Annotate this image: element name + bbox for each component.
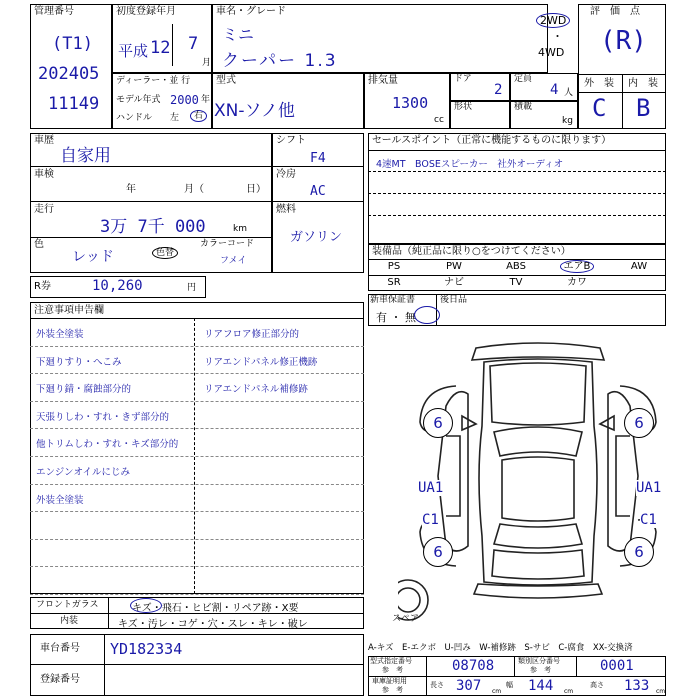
note-left-item: 外装全塗装 [36,329,84,340]
handle-left: 左 [170,113,180,123]
width-unit: cm [564,688,574,695]
drive-2wd: 2WD [536,14,570,27]
doors-value: 2 [494,82,503,98]
handle-label: ハンドル [116,113,153,123]
length-value: 307 [456,678,482,694]
note-left-item: 外装全塗装 [36,494,84,506]
equip-tv: TV [509,277,523,288]
exterior-label: 外 装 [584,78,614,89]
model-year-label: モデル年式 [116,95,161,105]
shape-label: 形状 [454,102,473,112]
r-ken-unit: 円 [187,283,197,293]
equipment-label: 装備品（純正品に限り○をつけてください） [372,246,571,257]
equip-aw: AW [630,261,648,272]
equip-pw: PW [446,261,462,272]
color-change: 色替 [152,248,178,259]
history-label: 車歴 [34,135,54,146]
capacity-unit: 人 [564,88,574,98]
color-code-label: カラーコード [200,239,255,249]
height-unit: cm [656,688,666,695]
car-name-line1: ミニ [222,25,255,44]
note-right-item: リアエンドパネル修正機跡 [204,356,318,368]
interior-cond-label: 内装 [60,616,79,626]
mgmt-code1: (T1) [52,34,93,54]
class-no-label1: 類別区分番号 [518,657,560,665]
equip-sr: SR [387,277,401,288]
dealer-label: ディーラー・並 行 [116,76,191,86]
height-value: 133 [624,678,650,694]
notes-rule [30,539,364,540]
load-unit: kg [562,116,573,126]
drive-4wd: 4WD [538,46,565,59]
length-unit: cm [492,688,502,695]
note-left-item: エンジンオイルにじみ [36,467,131,478]
capacity-value: 4 [550,82,559,98]
interior-grade: B [636,94,651,122]
car-name-line2: クーパー 1.3 [222,51,338,71]
notes-rule [30,456,364,457]
registration-label: 登録番号 [40,674,80,685]
mark-left-c1: C1 [422,512,439,528]
fuel-value: ガソリン [290,230,343,245]
first-reg-era: 平成 [118,42,149,60]
model-label: 型式 [216,75,236,86]
mgmt-code3: 11149 [48,94,100,114]
mark-rear-left: 6 [423,537,453,567]
class-no-value: 0001 [600,658,634,674]
shaken-day: 日） [246,184,266,195]
notes-rule [30,373,364,374]
type-no-label2: 参 考 [382,666,403,674]
handle-right: 右 [190,111,207,122]
car-name-label: 車名・グレード [216,6,286,17]
mileage-unit: km [233,224,247,234]
spare-label: スペア [392,614,420,624]
damage-legend: A-キズ E-エクボ U-凹み W-補修跡 S-サビ C-腐食 XX-交換済 [368,643,633,653]
mark-front-left: 6 [423,408,453,438]
class-no-label2: 参 考 [530,666,551,674]
mark-left-ua1: UA1 [418,480,444,496]
chassis-label: 車台番号 [40,643,80,654]
shift-label: シフト [276,135,306,146]
equip-abs: ABS [506,261,526,272]
mgmt-label: 管理番号 [34,6,74,17]
notes-rule [30,566,364,567]
color-code: フメイ [220,256,247,266]
ac-value: AC [310,184,326,199]
displacement-unit: cc [434,115,444,125]
model-value: XN-ソノ他 [214,101,295,121]
exterior-grade: C [592,94,607,122]
first-reg-month: 7 [188,34,199,54]
interior-label: 内 装 [628,78,658,89]
model-year-unit: 年 [201,95,211,105]
notes-rule [30,511,364,512]
width-label: 幅 [506,681,513,689]
capacity-label: 定員 [514,74,533,84]
warranty-value: 有 ・ 無 [376,311,416,324]
load-label: 積載 [514,102,533,112]
ac-label: 冷房 [276,169,296,180]
type-no-value: 08708 [452,658,495,674]
first-reg-label: 初度登録年月 [116,6,176,17]
model-year: 2000 [170,93,199,107]
width-value: 144 [528,678,554,694]
first-reg-month-unit: 月 [202,58,212,68]
shaken-month: 月（ [184,184,204,195]
grade-label: 評 価 点 [590,6,640,17]
warranty-circle [414,306,440,324]
mark-front-right: 6 [624,408,654,438]
history-value: 自家用 [60,146,111,166]
sales-label: セールスポイント（正常に機能するものに限ります） [372,135,612,146]
notes-rule [30,401,364,402]
note-left-item: 下廻りすり・へこみ [36,356,122,368]
equip-leather: カワ [567,277,587,288]
notes-label: 注意事項申告欄 [34,305,104,316]
equip-airbag: エアB [548,260,606,274]
displacement-value: 1300 [392,94,429,112]
glass-label: フロントガラス [36,600,99,610]
type-no-label1: 型式指定番号 [370,657,412,665]
cert-label1: 車庫証明用 [372,677,407,685]
height-label: 高さ [590,681,604,689]
r-ken-label: R券 [34,281,51,292]
shaken-year: 年 [126,184,136,195]
length-label: 長さ [430,681,444,689]
fuel-label: 燃料 [276,204,296,215]
mileage-value: 3万 7千 000 [100,217,206,237]
interior-value: キズ・汚レ・コゲ・穴・スレ・キレ・破レ [118,619,308,630]
r-ken-value: 10,260 [92,278,143,294]
color-value: レッド [72,249,114,265]
notes-rule [30,346,364,347]
mark-rear-right: 6 [624,537,654,567]
note-right-item: リアエンドパネル補修跡 [204,384,308,396]
cert-label2: 参 考 [382,686,403,694]
notes-rule [30,428,364,429]
mgmt-code2: 202405 [38,64,100,84]
mark-right-c1: C1 [640,512,657,528]
grade-value: (R) [600,26,647,56]
equip-navi: ナビ [444,277,464,288]
sales-line1: 4速MT BOSEスピーカー 社外オーディオ [376,159,564,170]
chassis-value: YD182334 [110,640,183,658]
shaken-label: 車検 [34,169,54,180]
mileage-label: 走行 [34,204,54,215]
warranty-label: 新車保証書 [370,295,416,305]
note-left-item: 下廻り錆・腐蝕部分的 [36,384,132,396]
displacement-label: 排気量 [368,75,398,86]
drive-dot: ・ [552,30,563,43]
equip-ps: PS [387,261,401,272]
glass-value: キズ・飛石・ヒビ割・リペア跡・X要 [132,603,299,614]
manual-label: 後日品 [440,295,468,305]
note-left-item: 天張りしわ・すれ・きず部分的 [36,411,170,423]
note-left-item: 他トリムしわ・すれ・キズ部分的 [36,439,179,451]
doors-label: ドア [454,74,472,84]
shift-value: F4 [310,151,326,166]
notes-rule [30,484,364,485]
color-label: 色 [34,239,44,250]
notes-rule [30,594,364,595]
note-right-item: リアフロア修正部分的 [204,329,300,340]
glass-circle [130,598,162,613]
mark-right-ua1: UA1 [636,480,662,496]
chassis-box [30,634,364,696]
first-reg-year: 12 [150,38,171,58]
